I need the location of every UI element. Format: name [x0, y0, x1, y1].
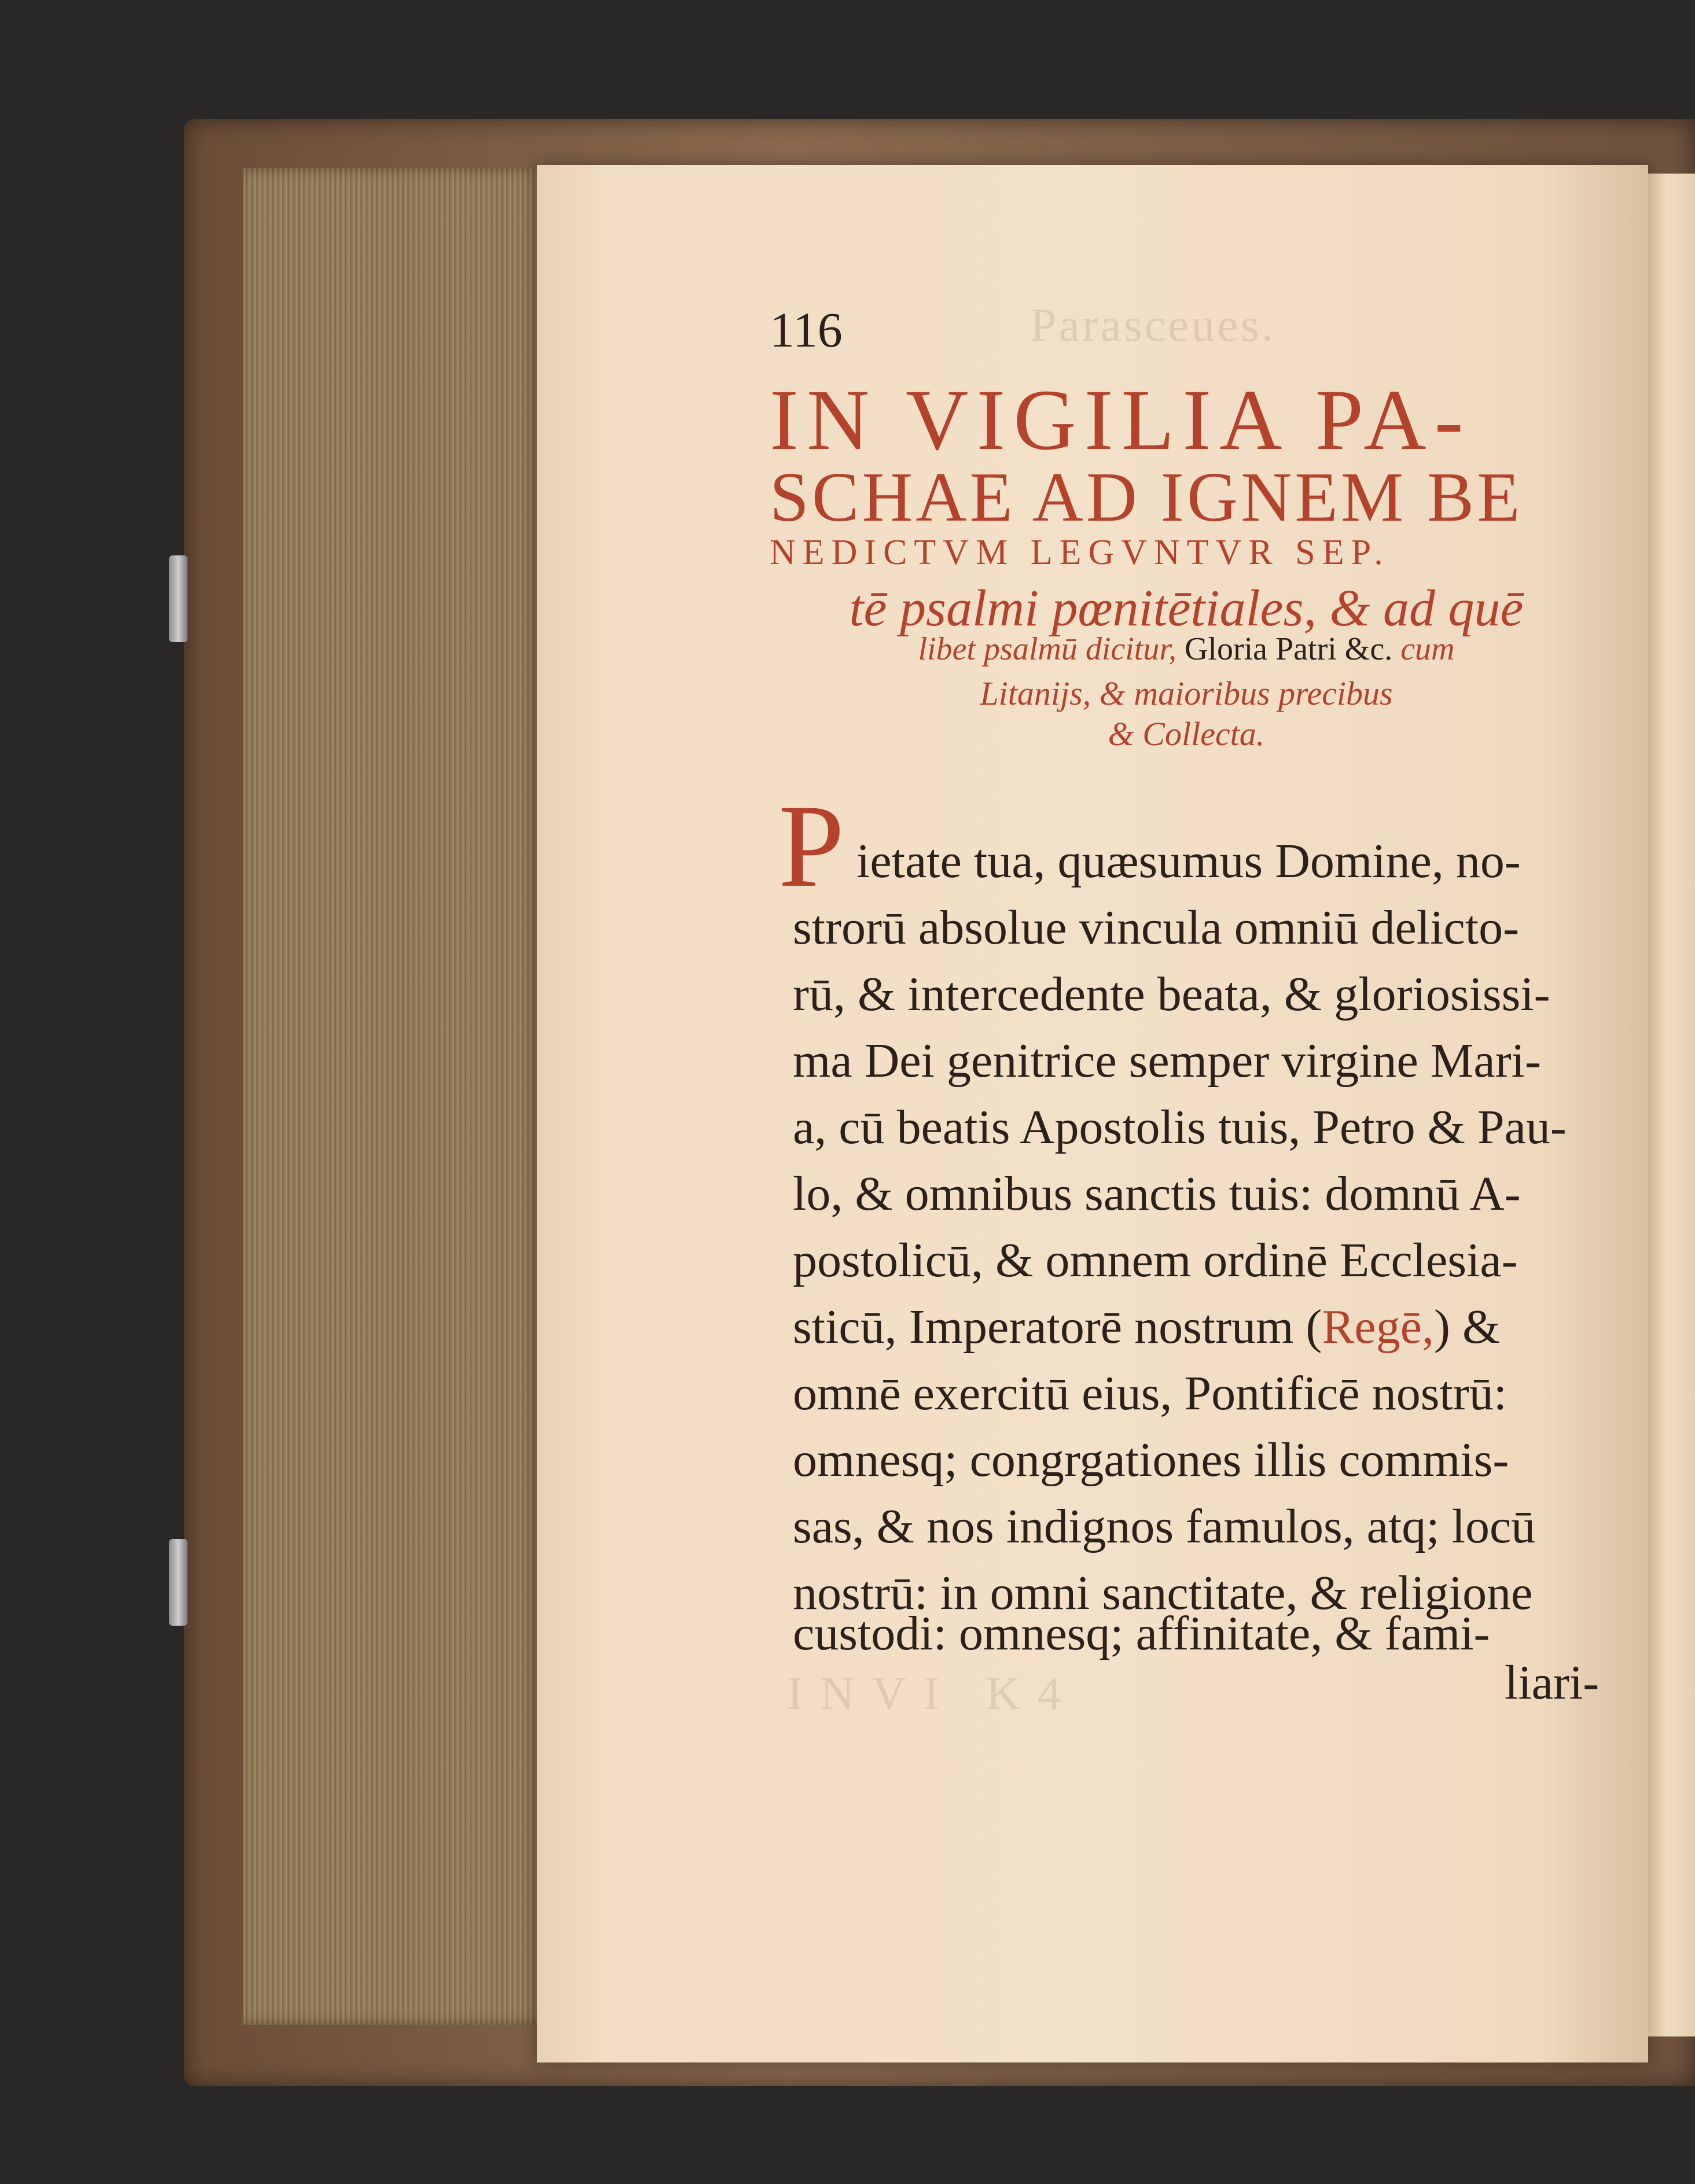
facing-page-edge: [1648, 174, 1695, 2036]
rubric-line-1: tē psalmi pœnitētiales, & ad quē: [849, 580, 1524, 637]
body-line-8-red: Regē,: [1322, 1300, 1434, 1354]
title-line-3: NEDICTVM LEGVNTVR SEP.: [770, 533, 1390, 572]
rubric-line-2-red-end: cum: [1400, 631, 1455, 667]
body-line-1: ietate tua, quæsumus Domine, no-: [856, 834, 1521, 888]
clasp-bottom: [169, 1539, 187, 1626]
rubric-line-2: [770, 631, 1603, 668]
body-line-13: custodi: omnesq; affinitate, & fami-: [793, 1607, 1490, 1660]
rubric-line-4: & Collecta.: [1108, 715, 1265, 753]
drop-cap: P: [778, 780, 845, 912]
body-line-2: strorū absolue vincula omniū delicto-: [793, 901, 1520, 955]
title-line-1: IN VIGILIA PA-: [770, 372, 1472, 468]
body-line-12: nostrū: in omni sanctitate, & religione: [793, 1566, 1533, 1620]
clasp-top: [169, 555, 187, 642]
body-line-11: sas, & nos indignos famulos, atq; locū: [793, 1500, 1536, 1553]
body-line-8-end: ) &: [1434, 1300, 1501, 1354]
bleed-through-text: INVI K4: [787, 1667, 1079, 1719]
body-line-7: postolicū, & omnem ordinē Ecclesia-: [793, 1233, 1518, 1287]
body-line-8-start: sticū, Imperatorē nostrum (: [793, 1300, 1322, 1354]
body-line-8: [793, 1299, 1500, 1355]
catchword: liari-: [1505, 1656, 1600, 1710]
body-line-4: ma Dei genitrice semper virgine Mari-: [793, 1034, 1541, 1088]
body-line-6: lo, & omnibus sanctis tuis: domnū A-: [793, 1167, 1521, 1221]
body-line-9: omnē exercitū eius, Pontificē nostrū:: [793, 1367, 1508, 1420]
rubric-line-2-red: libet psalmū dicitur,: [918, 631, 1176, 667]
page-edges: [243, 168, 544, 2025]
body-line-3: rū, & intercedente beata, & gloriosissi-: [793, 967, 1550, 1021]
bleed-through-text: Parasceues.: [1030, 299, 1276, 351]
title-line-2: SCHAE AD IGNEM BE: [770, 458, 1523, 536]
rubric-line-2-black: Gloria Patri &c.: [1184, 631, 1393, 667]
body-line-5: a, cū beatis Apostolis tuis, Petro & Pau-: [793, 1100, 1567, 1154]
body-line-10: omnesq; congrgationes illis commis-: [793, 1433, 1509, 1487]
rubric-line-3: Litanijs, & maioribus precibus: [980, 675, 1393, 712]
page-number: 116: [770, 302, 843, 358]
